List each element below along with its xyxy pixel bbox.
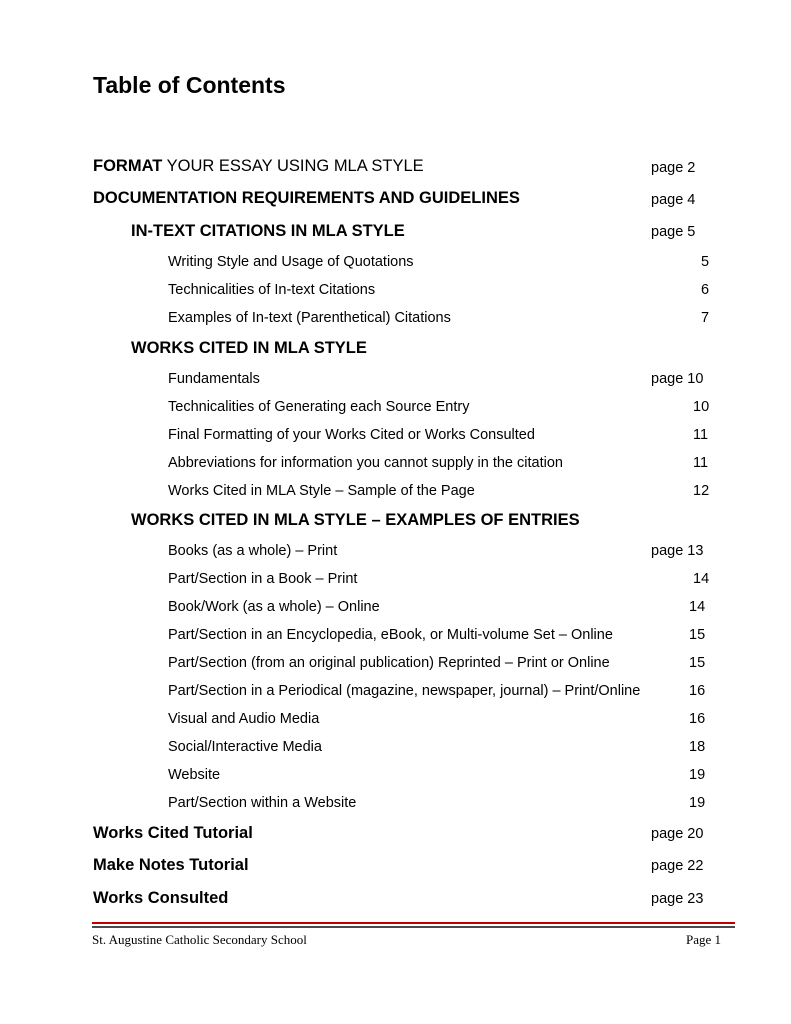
toc-page-documentation: page 4: [651, 192, 696, 208]
toc-item-examples-3[interactable]: Part/Section in an Encyclopedia, eBook, or Multi-volume Set – Online: [168, 627, 613, 643]
toc-page-works-cited-4: 12: [693, 483, 710, 499]
toc-item-intext-0[interactable]: Writing Style and Usage of Quotations: [168, 254, 414, 270]
toc-item-examples-4[interactable]: Part/Section (from an original publication) Reprinted – Print or Online: [168, 655, 610, 671]
toc-entry-works-consulted[interactable]: Works Consulted: [93, 889, 229, 907]
toc-item-examples-9[interactable]: Part/Section within a Website: [168, 795, 357, 811]
toc-item-examples-1[interactable]: Part/Section in a Book – Print: [168, 571, 358, 587]
toc-page-works-cited-0: page 10: [651, 371, 704, 387]
toc-page-examples-9: 19: [689, 795, 706, 811]
toc-page-works-cited-3: 11: [693, 455, 709, 471]
toc-item-examples-6[interactable]: Visual and Audio Media: [168, 711, 320, 727]
toc-page-examples-6: 16: [689, 711, 706, 727]
toc-page-intext-0: 5: [701, 254, 710, 270]
toc-item-works-cited-1[interactable]: Technicalities of Generating each Source Entry: [168, 399, 470, 415]
toc-page-examples-4: 15: [689, 655, 706, 671]
toc-entry-examples[interactable]: WORKS CITED IN MLA STYLE – EXAMPLES OF ENTRIES: [131, 511, 580, 529]
toc-item-examples-0[interactable]: Books (as a whole) – Print: [168, 543, 338, 559]
toc-item-examples-8[interactable]: Website: [168, 767, 221, 783]
toc-item-examples-5[interactable]: Part/Section in a Periodical (magazine, newspaper, journal) – Print/Online: [168, 683, 641, 699]
toc-page-examples-8: 19: [689, 767, 706, 783]
toc-page-intext-1: 6: [701, 282, 710, 298]
footer-rule-dark: [92, 926, 735, 928]
toc-page-examples-0: page 13: [651, 543, 704, 559]
toc-page-format: page 2: [651, 160, 696, 176]
toc-item-intext-2[interactable]: Examples of In-text (Parenthetical) Citations: [168, 310, 451, 326]
toc-entry-works-cited-tutorial[interactable]: Works Cited Tutorial: [93, 824, 253, 842]
toc-entry-make-notes-tutorial[interactable]: Make Notes Tutorial: [93, 856, 249, 874]
toc-item-intext-1[interactable]: Technicalities of In-text Citations: [168, 282, 376, 298]
page-title: Table of Contents: [93, 72, 286, 98]
toc-page-make-notes-tutorial: page 22: [651, 858, 704, 874]
toc-page-examples-2: 14: [689, 599, 706, 615]
toc-page-examples-7: 18: [689, 739, 706, 755]
toc-item-examples-7[interactable]: Social/Interactive Media: [168, 739, 322, 755]
toc-page-works-cited-tutorial: page 20: [651, 826, 704, 842]
toc-item-works-cited-4[interactable]: Works Cited in MLA Style – Sample of the Page: [168, 483, 475, 499]
toc-page-works-cited-1: 10: [693, 399, 710, 415]
toc-entry-format-bold: FORMAT: [93, 157, 163, 175]
toc-item-works-cited-0[interactable]: Fundamentals: [168, 371, 260, 387]
footer-rule-red: [92, 922, 735, 924]
toc-page-examples-3: 15: [689, 627, 706, 643]
toc-page-examples-5: 16: [689, 683, 706, 699]
toc-item-examples-2[interactable]: Book/Work (as a whole) – Online: [168, 599, 380, 615]
footer-page-number: Page 1: [686, 932, 722, 947]
toc-entry-documentation[interactable]: DOCUMENTATION REQUIREMENTS AND GUIDELINES: [93, 189, 520, 207]
toc-entry-format[interactable]: [93, 157, 424, 176]
toc-entry-works-cited[interactable]: WORKS CITED IN MLA STYLE: [131, 339, 367, 357]
toc-page-examples-1: 14: [693, 571, 710, 587]
toc-item-works-cited-2[interactable]: Final Formatting of your Works Cited or Works Consulted: [168, 427, 535, 443]
toc-page-works-consulted: page 23: [651, 891, 704, 907]
toc-entry-format-rest: YOUR ESSAY USING MLA STYLE: [162, 157, 424, 175]
toc-page-works-cited-2: 11: [693, 427, 709, 443]
toc-entry-intext[interactable]: IN-TEXT CITATIONS IN MLA STYLE: [131, 222, 405, 240]
toc-item-works-cited-3[interactable]: Abbreviations for information you cannot supply in the citation: [168, 455, 563, 471]
toc-page-intext: page 5: [651, 224, 696, 240]
footer-school-name: St. Augustine Catholic Secondary School: [92, 932, 307, 947]
toc-page-intext-2: 7: [701, 310, 710, 326]
